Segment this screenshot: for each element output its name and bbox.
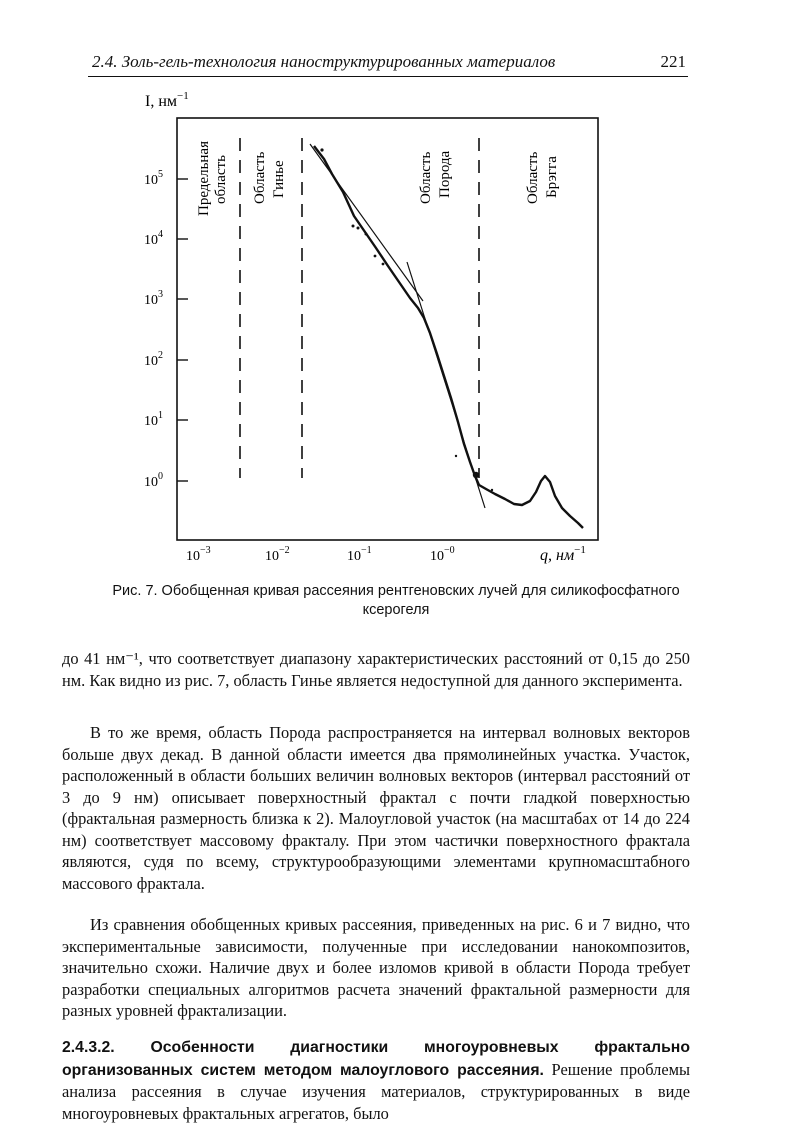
y-tick-label-1: $10^1$ xyxy=(144,410,163,429)
x-tick-label-3: $10^{-0}$ xyxy=(430,545,455,564)
paragraph-3: Из сравнения обобщенных кривых рассеяния, приведенных на рис. 6 и 7 видно, что экспериментальные зависимости, полученные при исследовании нанокомпозитов, значительно схожи. Наличие двух и более изломов кривой в области Порода требует разработки специальных алгоритмов расчета значений фрактальной размерности для разных уровней фрактализации. xyxy=(62,915,690,1021)
page-number: 221 xyxy=(660,52,686,71)
y-ticks xyxy=(144,169,188,490)
x-axis-label: q, $нм^{-1}$ xyxy=(540,544,586,564)
scattering-curve xyxy=(314,146,583,528)
region-labels xyxy=(196,141,560,216)
y-tick-label-0: $10^0$ xyxy=(144,471,163,490)
y-tick-label-4: $10^4$ xyxy=(144,229,163,248)
data-point xyxy=(320,148,323,151)
x-tick-label-1: $10^{-2}$ xyxy=(265,545,290,564)
running-title: 2.4. Золь-гель-технология наноструктурированных материалов xyxy=(92,52,556,71)
data-point xyxy=(352,225,355,228)
region-limit-label-1: Предельная xyxy=(196,141,212,216)
section-heading: 2.4.3.2. Особенности диагностики многоуровневых фрактально организованных систем методом малоуглового рассеяния. xyxy=(62,1039,690,1079)
region-limit-label-2: область xyxy=(213,155,229,204)
data-point xyxy=(491,489,493,491)
y-tick-label-2: $10^2$ xyxy=(144,350,163,369)
region-porod-label-2: Порода xyxy=(437,150,453,198)
x-tick-label-0: $10^{-3}$ xyxy=(186,545,211,564)
region-porod-label-1: Область xyxy=(418,151,434,204)
scattering-figure xyxy=(100,86,660,576)
data-point xyxy=(374,255,377,258)
running-header xyxy=(88,50,688,77)
data-point xyxy=(365,233,368,236)
data-point xyxy=(473,472,479,478)
y-tick-label-5: $10^5$ xyxy=(144,169,163,188)
section-text: Решение проблемы анализа рассеяния в случае изучения материалов, структурированных в виде многоуровневых фрактальных агрегатов, было xyxy=(62,1059,690,1123)
paragraph-2: В то же время, область Порода распространяется на интервал волновых векторов больше двух декад. В данной области имеется два прямолинейных участка. Участок, расположенный в области больших величин волновых векторов (интервал расстояний от 3 до 9 нм) описывает поверхностный фрактал с почти гладкой поверхностью (фрактальная размерность близка к 2). Малоугловой участок (на масштабах от 14 до 224 нм) соответствует массовому фракталу. При этом частички поверхностного фрактала являются, судя по всему, структурообразующими элементами крупномасштабного массового фрактала. xyxy=(62,723,690,893)
x-tick-label-2: $10^{-1}$ xyxy=(347,545,372,564)
y-axis-label: I, $нм^{-1}$ xyxy=(145,90,189,110)
data-point xyxy=(455,455,457,457)
scattering-plot xyxy=(100,86,660,576)
region-bragg-label-1: Область xyxy=(525,151,541,204)
data-point xyxy=(357,227,360,230)
region-guinier-label-2: Гинье xyxy=(271,160,287,198)
fit-line-mass-fractal xyxy=(310,144,423,301)
region-bragg-label-2: Брэгга xyxy=(544,156,560,198)
data-point xyxy=(382,263,385,266)
paragraph-1: до 41 нм⁻¹, что соответствует диапазону характеристических расстояний от 0,15 до 250 нм. Как видно из рис. 7, область Гинье является недоступной для данного эксперимента. xyxy=(62,649,690,690)
y-tick-label-3: $10^3$ xyxy=(144,289,163,308)
region-guinier-label-1: Область xyxy=(252,151,268,204)
x-ticks xyxy=(186,545,455,564)
paragraph-4 xyxy=(62,1036,690,1124)
figure-caption: Рис. 7. Обобщенная кривая рассеяния рентгеновских лучей для силикофосфатного ксерогеля xyxy=(112,583,680,618)
